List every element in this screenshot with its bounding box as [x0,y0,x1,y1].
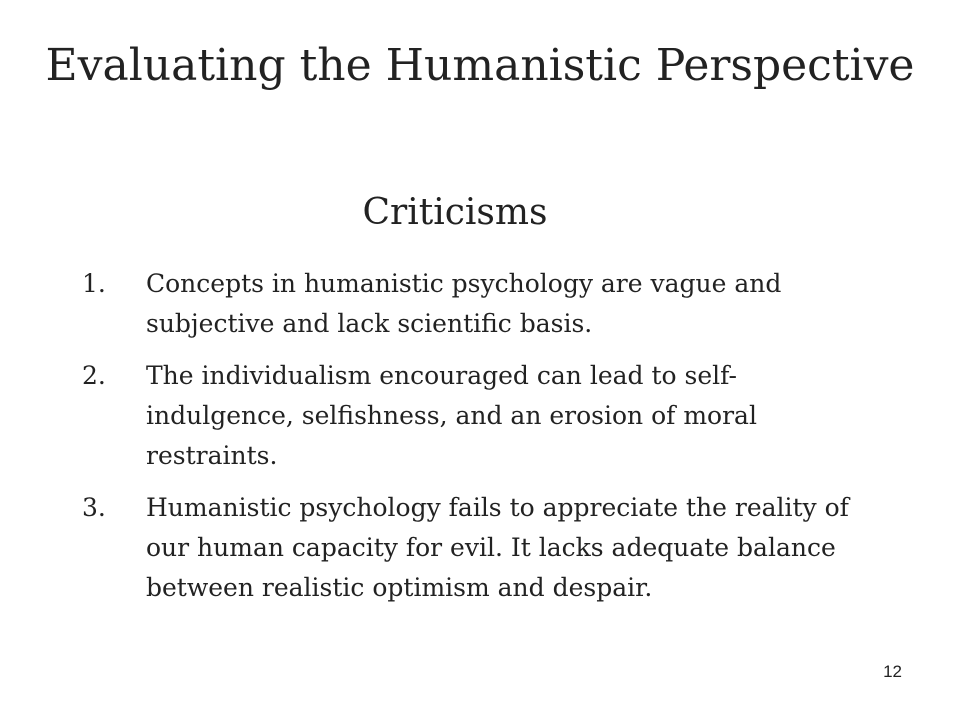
item-number: 2. [82,361,106,390]
item-text: Concepts in humanistic psychology are vague and subjective and lack scientific basis. [146,269,782,338]
list-item [82,356,882,476]
criticisms-list [82,264,882,620]
page-number: 12 [883,662,902,681]
item-number: 3. [82,493,106,522]
item-text: Humanistic psychology fails to appreciate the reality of our human capacity for evil. It lacks adequate balance between realistic optimism and despair. [146,493,849,602]
item-text: The individualism encouraged can lead to self-indulgence, selfishness, and an erosion of moral restraints. [146,361,757,470]
item-number: 1. [82,269,106,298]
list-item [82,488,882,608]
list-item [82,264,882,344]
slide-subtitle: Criticisms [362,192,548,233]
slide-title: Evaluating the Humanistic Perspective [45,40,915,91]
